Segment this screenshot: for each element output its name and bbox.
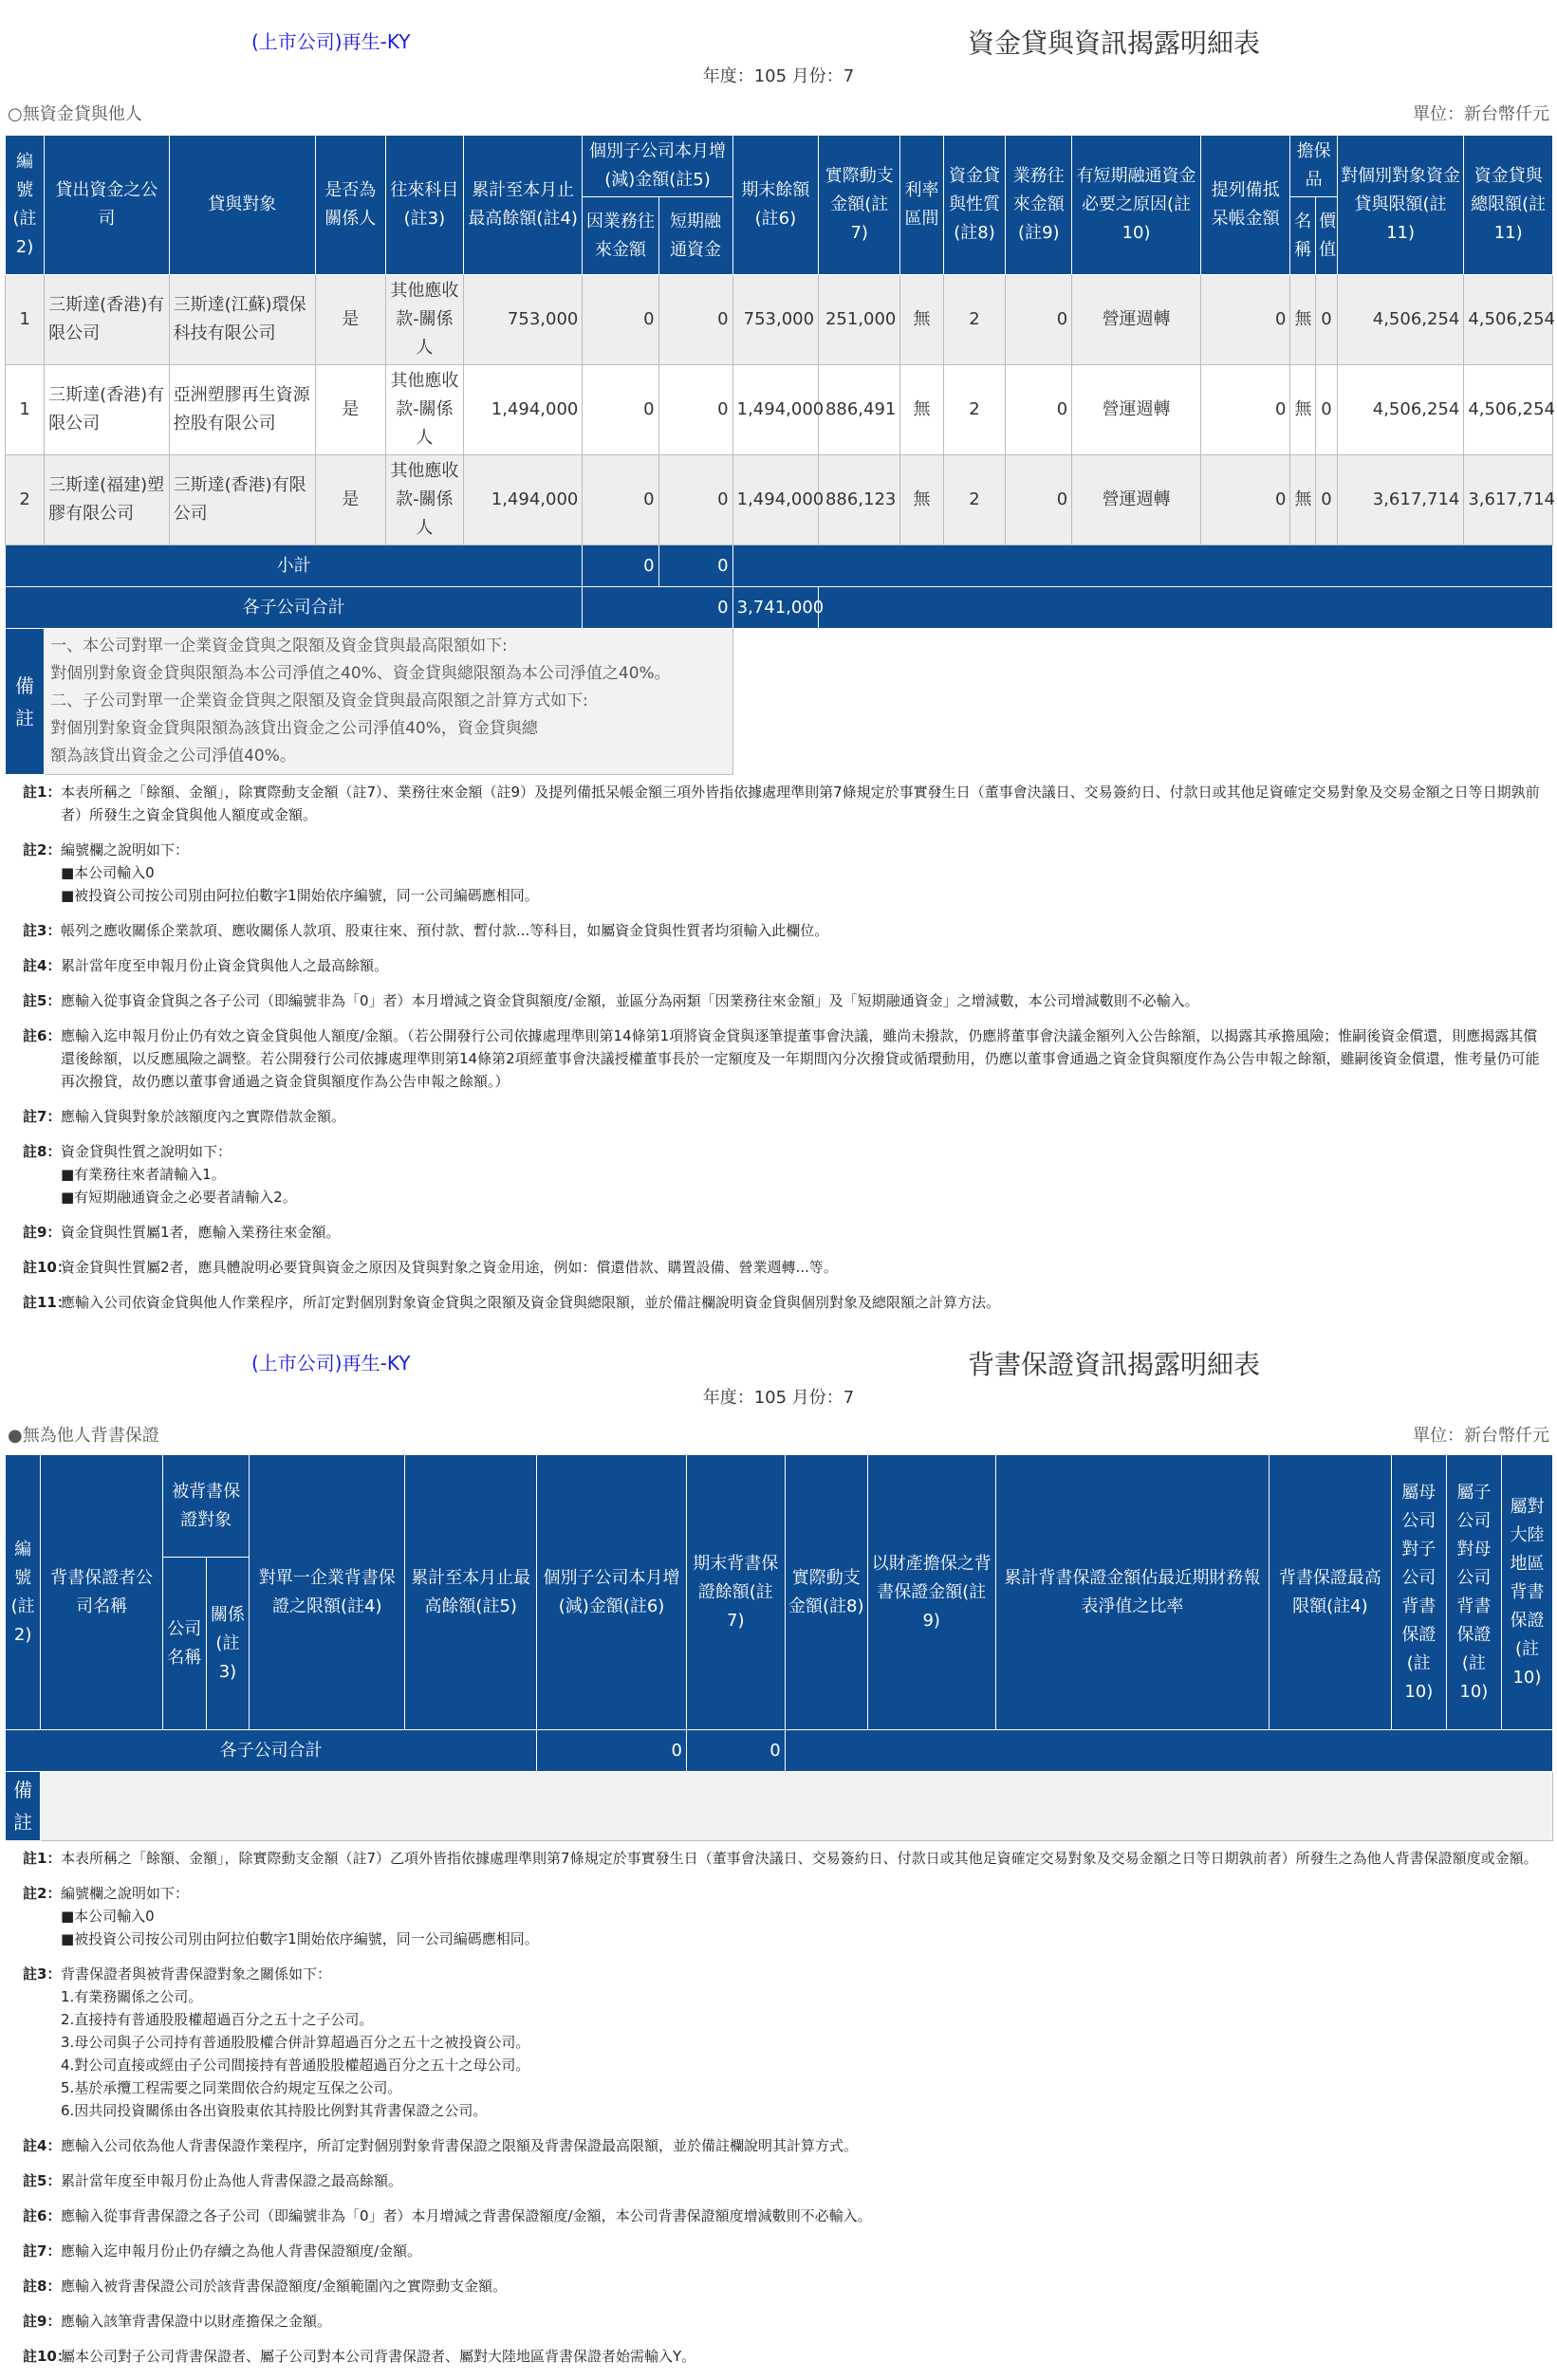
- loan-notes: [0, 781, 1557, 1321]
- table-row: [6, 455, 1553, 545]
- cell-end-balance: 1,494,000: [732, 455, 818, 545]
- th-collateral: 擔保品: [1290, 136, 1337, 197]
- th-sub-short: 短期融通資金: [658, 197, 732, 275]
- cell-borrower: 亞洲塑膠再生資源控股有限公司: [169, 365, 315, 455]
- remark-label: 備註: [6, 1772, 41, 1841]
- note-text: 資金貸與性質屬1者，應輸入業務往來金額。: [61, 1224, 341, 1241]
- note-text: 應輸入從事資金貸與之各子公司（即編號非為「0」者）本月增減之資金貸與額度/金額，並區分為兩類「因業務往來金額」及「短期融通資金」之增減數，本公司增減數則不必輸入。: [61, 992, 1199, 1009]
- cell-related: 是: [315, 455, 385, 545]
- note-item: [23, 781, 1548, 826]
- cell-sub-trade: 0: [583, 365, 658, 455]
- remark-label: 備註: [6, 629, 45, 775]
- note-item: [23, 1882, 1548, 1950]
- cell-lender: 三斯達(香港)有限公司: [45, 275, 170, 365]
- note-key: 註10：: [23, 1259, 71, 1276]
- th-sub-trade: 因業務往來金額: [583, 197, 658, 275]
- total-value1: 0: [537, 1730, 687, 1772]
- guarantee-meta: [0, 1412, 1557, 1454]
- note-item: [23, 1963, 1548, 2122]
- cell-allowance: 0: [1200, 455, 1290, 545]
- cell-limit-each: 3,617,714: [1337, 455, 1464, 545]
- note-item: [23, 2275, 1548, 2297]
- cell-biz-amount: 0: [1006, 455, 1072, 545]
- th-related: 是否為關係人: [315, 136, 385, 275]
- note-key: 註3：: [23, 1965, 62, 1983]
- cell-allowance: 0: [1200, 275, 1290, 365]
- note-item: [23, 954, 1548, 977]
- table-row: [6, 275, 1553, 365]
- cell-coll-value: 0: [1316, 365, 1338, 455]
- note-item: [23, 1140, 1548, 1208]
- th-max-balance: 累計至本月止最高餘額(註4): [463, 136, 582, 275]
- cell-borrower: 三斯達(香港)有限公司: [169, 455, 315, 545]
- note-item: [23, 2134, 1548, 2157]
- th-sub-change: 個別子公司本月增(減)金額(註5): [583, 136, 732, 197]
- th-actual: 實際動支金額(註7): [819, 136, 900, 275]
- cell-coll-name: 無: [1290, 365, 1316, 455]
- note-item: [23, 1024, 1548, 1093]
- note-text: 本表所稱之「餘額、金額」，除實際動支金額（註7）、業務往來金額（註9）及提列備抵呆帳金額三項外皆指依據處理準則第7條規定於事實發生日（董事會決議日、交易簽約日、付款日或其他足資確定交易對象及交易金額之日等日期孰前者）所發生之資金貸與他人額度或金額。: [61, 784, 1540, 823]
- remark-line: 額為該貸出資金之公司淨值40%。: [50, 747, 296, 766]
- th-parent-to-sub: 屬母公司對子公司背書保證(註10): [1391, 1455, 1446, 1730]
- cell-limit-each: 4,506,254: [1337, 365, 1464, 455]
- report-title: 資金貸與資訊揭露明細表: [968, 28, 1261, 59]
- remark-line: 一、本公司對單一企業資金貸與之限額及資金貸與最高限額如下:: [50, 637, 508, 655]
- note-item: [23, 2169, 1548, 2192]
- subtotal-trade: 0: [583, 545, 658, 587]
- note-subitem: 5.基於承攬工程需要之同業間依合約規定互保之公司。: [61, 2079, 402, 2096]
- cell-reason: 營運週轉: [1072, 455, 1201, 545]
- subtotal-label: 小計: [6, 545, 583, 587]
- total-label: 各子公司合計: [6, 587, 583, 629]
- note-key: 註8：: [23, 2278, 62, 2295]
- cell-actual: 886,491: [819, 365, 900, 455]
- note-key: 註9：: [23, 2313, 62, 2330]
- cell-max-balance: 753,000: [463, 275, 582, 365]
- note-key: 註1：: [23, 784, 62, 801]
- th-mainland: 屬對大陸地區背書保證(註10): [1501, 1455, 1552, 1730]
- cell-related: 是: [315, 275, 385, 365]
- th-target-name: 公司名稱: [162, 1558, 206, 1730]
- note-text: 背書保證者與被背書保證對象之關係如下：: [61, 1965, 332, 1983]
- th-coll-value: 價值: [1316, 197, 1338, 275]
- guarantee-notes: [0, 1847, 1557, 2368]
- note-key: 註4：: [23, 957, 62, 974]
- cell-lender: 三斯達(香港)有限公司: [45, 365, 170, 455]
- guarantee-status: ●無為他人背書保證: [8, 1426, 159, 1446]
- cell-lender: 三斯達(福建)塑膠有限公司: [45, 455, 170, 545]
- th-target: 被背書保證對象: [162, 1455, 249, 1558]
- remark-text: [41, 1772, 1553, 1841]
- note-text: 應輸入從事背書保證之各子公司（即編號非為「0」者）本月增減之背書保證額度/金額，本公司背書保證額度增減數則不必輸入。: [61, 2207, 872, 2224]
- note-item: [23, 989, 1548, 1012]
- cell-no: 1: [6, 365, 45, 455]
- note-subitem: 3.母公司與子公司持有普通股股權合併計算超過百分之五十之被投資公司。: [61, 2034, 530, 2051]
- note-text: 應輸入該筆背書保證中以財產擔保之金額。: [61, 2313, 332, 2330]
- cell-max-balance: 1,494,000: [463, 455, 582, 545]
- note-item: [23, 1221, 1548, 1244]
- cell-sub-trade: 0: [583, 275, 658, 365]
- remark-line: 對個別對象資金貸與限額為該貸出資金之公司淨值40%，資金貸與總: [50, 719, 538, 738]
- note-subitem: 2.直接持有普通股股權超過百分之五十之子公司。: [61, 2011, 374, 2028]
- cell-reason: 營運週轉: [1072, 365, 1201, 455]
- note-key: 註6：: [23, 1027, 62, 1044]
- th-limit: 對單一企業背書保證之限額(註4): [250, 1455, 405, 1730]
- cell-limit-total: 4,506,254: [1464, 275, 1553, 365]
- note-subitem: 1.有業務關係之公司。: [61, 1988, 203, 2005]
- company-name[interactable]: (上市公司)再生-KY: [251, 1352, 411, 1374]
- note-key: 註2：: [23, 841, 62, 858]
- subtotal-short: 0: [658, 545, 732, 587]
- unit-label: 單位：新台幣仟元: [1413, 104, 1549, 124]
- cell-nature: 2: [943, 275, 1006, 365]
- remark-row: [6, 629, 1553, 775]
- cell-no: 2: [6, 455, 45, 545]
- cell-actual: 251,000: [819, 275, 900, 365]
- cell-sub-trade: 0: [583, 455, 658, 545]
- note-text: 應輸入公司依資金貸與他人作業程序，所訂定對個別對象資金貸與之限額及資金貸與總限額，並於備註欄說明資金貸與個別對象及總限額之計算方法。: [61, 1294, 1001, 1311]
- total-blank: [785, 1730, 1552, 1772]
- cell-nature: 2: [943, 455, 1006, 545]
- note-item: [23, 1291, 1548, 1314]
- loan-status: ○無資金貸與他人: [8, 104, 142, 124]
- th-sub-to-parent: 屬子公司對母公司背書保證(註10): [1446, 1455, 1501, 1730]
- note-item: [23, 2310, 1548, 2333]
- note-text: 帳列之應收關係企業款項、應收關係人款項、股東往來、預付款、暫付款...等科目，如屬資金貸與性質者均須輸入此欄位。: [61, 922, 829, 939]
- note-text: 累計當年度至申報月份止為他人背書保證之最高餘額。: [61, 2172, 403, 2189]
- th-no: 編號(註2): [6, 136, 45, 275]
- subtotal-blank: [732, 545, 1552, 587]
- remark-blank: [732, 629, 1552, 775]
- unit-label: 單位：新台幣仟元: [1413, 1426, 1549, 1446]
- company-name[interactable]: (上市公司)再生-KY: [251, 30, 411, 53]
- note-subitem: ■被投資公司按公司別由阿拉伯數字1開始依序編號，同一公司編碼應相同。: [61, 1930, 539, 1947]
- total-blank: [819, 587, 1553, 629]
- loan-meta: [0, 91, 1557, 135]
- note-subitem: ■有業務往來者請輸入1。: [61, 1166, 226, 1183]
- cell-account: 其他應收款-關係人: [385, 455, 463, 545]
- note-key: 註1：: [23, 1850, 62, 1867]
- th-ratio: 累計背書保證金額佔最近期財務報表淨值之比率: [995, 1455, 1269, 1730]
- cell-account: 其他應收款-關係人: [385, 275, 463, 365]
- cell-sub-short: 0: [658, 455, 732, 545]
- cell-limit-total: 3,617,714: [1464, 455, 1553, 545]
- note-subitem: ■本公司輸入0: [61, 1908, 155, 1925]
- note-subitem: ■被投資公司按公司別由阿拉伯數字1開始依序編號，同一公司編碼應相同。: [61, 887, 539, 904]
- remark-row: [6, 1772, 1553, 1841]
- remark-line: 對個別對象資金貸與限額為本公司淨值之40%、資金貸與總限額為本公司淨值之40%。: [50, 664, 671, 683]
- cell-end-balance: 753,000: [732, 275, 818, 365]
- th-limit-total: 資金貸與總限額(註11): [1464, 136, 1553, 275]
- note-subitem: 6.因共同投資關係由各出資股東依其持股比例對其背書保證之公司。: [61, 2102, 488, 2119]
- th-nature: 資金貸與性質(註8): [943, 136, 1006, 275]
- cell-reason: 營運週轉: [1072, 275, 1201, 365]
- th-allowance: 提列備抵呆帳金額: [1200, 136, 1290, 275]
- note-text: 資金貸與性質屬2者，應具體說明必要貸與資金之原因及貸與對象之資金用途，例如：償還借款、購置設備、營業週轉...等。: [61, 1259, 838, 1276]
- cell-limit-total: 4,506,254: [1464, 365, 1553, 455]
- th-coll-amount: 以財產擔保之背書保證金額(註9): [867, 1455, 995, 1730]
- remark-text: [45, 629, 733, 775]
- note-text: 本表所稱之「餘額、金額」，除實際動支金額（註7）乙項外皆指依據處理準則第7條規定於事實發生日（董事會決議日、交易簽約日、付款日或其他足資確定交易對象及交易金額之日等日期孰前者）所發生之為他人背書保證額度或金額。: [61, 1850, 1538, 1867]
- note-text: 應輸入迄申報月份止仍存續之為他人背書保證額度/金額。: [61, 2242, 422, 2260]
- th-borrower: 貸與對象: [169, 136, 315, 275]
- cell-coll-value: 0: [1316, 455, 1338, 545]
- note-key: 註7：: [23, 1108, 62, 1125]
- cell-coll-name: 無: [1290, 275, 1316, 365]
- th-max-balance: 累計至本月止最高餘額(註5): [405, 1455, 537, 1730]
- note-text: 應輸入公司依為他人背書保證作業程序，所訂定對個別對象背書保證之限額及背書保證最高限額，並於備註欄說明其計算方式。: [61, 2137, 859, 2154]
- cell-rate: 無: [900, 365, 943, 455]
- th-rate: 利率區間: [900, 136, 943, 275]
- note-subitem: ■本公司輸入0: [61, 864, 155, 881]
- report-title: 背書保證資訊揭露明細表: [968, 1349, 1261, 1380]
- note-subitem: ■有短期融通資金之必要者請輸入2。: [61, 1189, 297, 1206]
- cell-coll-name: 無: [1290, 455, 1316, 545]
- note-text: 累計當年度至申報月份止資金貸與他人之最高餘額。: [61, 957, 389, 974]
- total-value2: 3,741,000: [732, 587, 818, 629]
- note-subitem: 4.對公司直接或經由子公司間接持有普通股股權超過百分之五十之母公司。: [61, 2057, 530, 2074]
- note-text: 應輸入貸與對象於該額度內之實際借款金額。: [61, 1108, 346, 1125]
- note-text: 編號欄之說明如下：: [61, 1885, 190, 1902]
- note-text: 編號欄之說明如下：: [61, 841, 190, 858]
- note-item: [23, 2240, 1548, 2262]
- th-limit-each: 對個別對象資金貸與限額(註11): [1337, 136, 1464, 275]
- th-lender: 貸出資金之公司: [45, 136, 170, 275]
- th-sub-change: 個別子公司本月增(減)金額(註6): [537, 1455, 687, 1730]
- cell-end-balance: 1,494,000: [732, 365, 818, 455]
- note-text: 應輸入被背書保證公司於該背書保證額度/金額範圍內之實際動支金額。: [61, 2278, 508, 2295]
- note-item: [23, 919, 1548, 942]
- note-key: 註4：: [23, 2137, 62, 2154]
- table-row: [6, 365, 1553, 455]
- note-key: 註7：: [23, 2242, 62, 2260]
- note-item: [23, 839, 1548, 907]
- cell-rate: 無: [900, 455, 943, 545]
- cell-actual: 886,123: [819, 455, 900, 545]
- report-period: 年度：105 月份：7: [702, 66, 855, 86]
- total-value1: 0: [583, 587, 732, 629]
- th-biz-amount: 業務往來金額(註9): [1006, 136, 1072, 275]
- note-item: [23, 2205, 1548, 2227]
- note-text: 應輸入迄申報月份止仍有效之資金貸與他人額度/金額。（若公開發行公司依據處理準則第14條第1項將資金貸與逐筆提董事會決議，雖尚未撥款，仍應將董事會決議金額列入公告餘額，以揭露其承擔風險；惟嗣後資金償還，則應揭露其償還後餘額，以反應風險之調整。若公開發行公司依據處理準則第14條第2項經董事會決議授權董事長於一定額度及一年期間內分次撥貸或循環動用，仍應以董事會通過之資金貸與額度作為公告申報之餘額，雖嗣後資金償還，惟考量仍可能再次撥貸，故仍應以董事會通過之資金貸與額度作為公告申報之餘額。）: [61, 1027, 1540, 1090]
- th-end-balance: 期末餘額(註6): [732, 136, 818, 275]
- total-value2: 0: [686, 1730, 785, 1772]
- note-key: 註5：: [23, 992, 62, 1009]
- th-max-limit: 背書保證最高限額(註4): [1270, 1455, 1392, 1730]
- cell-biz-amount: 0: [1006, 365, 1072, 455]
- note-key: 註6：: [23, 2207, 62, 2224]
- th-no: 編號(註2): [6, 1455, 41, 1730]
- cell-related: 是: [315, 365, 385, 455]
- note-key: 註10：: [23, 2348, 71, 2365]
- total-label: 各子公司合計: [6, 1730, 537, 1772]
- cell-rate: 無: [900, 275, 943, 365]
- loan-header: [0, 0, 1557, 91]
- note-item: [23, 1256, 1548, 1279]
- cell-sub-short: 0: [658, 365, 732, 455]
- cell-sub-short: 0: [658, 275, 732, 365]
- cell-max-balance: 1,494,000: [463, 365, 582, 455]
- report-period: 年度：105 月份：7: [702, 1388, 855, 1408]
- note-item: [23, 2345, 1548, 2368]
- note-key: 註8：: [23, 1143, 62, 1160]
- note-key: 註2：: [23, 1885, 62, 1902]
- cell-nature: 2: [943, 365, 1006, 455]
- cell-account: 其他應收款-關係人: [385, 365, 463, 455]
- cell-limit-each: 4,506,254: [1337, 275, 1464, 365]
- total-row: [6, 1730, 1553, 1772]
- guarantee-table: [5, 1454, 1553, 1841]
- note-key: 註9：: [23, 1224, 62, 1241]
- th-coll-name: 名稱: [1290, 197, 1316, 275]
- loan-table: [5, 135, 1553, 775]
- subtotal-row: [6, 545, 1553, 587]
- cell-borrower: 三斯達(江蘇)環保科技有限公司: [169, 275, 315, 365]
- th-target-rel: 關係(註3): [206, 1558, 250, 1730]
- cell-allowance: 0: [1200, 365, 1290, 455]
- th-reason: 有短期融通資金必要之原因(註10): [1072, 136, 1201, 275]
- th-account: 往來科目(註3): [385, 136, 463, 275]
- total-row: [6, 587, 1553, 629]
- note-item: [23, 1105, 1548, 1128]
- note-item: [23, 1847, 1548, 1870]
- note-key: 註5：: [23, 2172, 62, 2189]
- remark-line: 二、子公司對單一企業資金貸與之限額及資金貸與最高限額之計算方式如下:: [50, 692, 588, 710]
- note-key: 註3：: [23, 922, 62, 939]
- note-key: 註11：: [23, 1294, 71, 1311]
- th-actual: 實際動支金額(註8): [785, 1455, 867, 1730]
- cell-no: 1: [6, 275, 45, 365]
- note-text: 資金貸與性質之說明如下：: [61, 1143, 232, 1160]
- cell-coll-value: 0: [1316, 275, 1338, 365]
- th-end-balance: 期末背書保證餘額(註7): [686, 1455, 785, 1730]
- note-text: 屬本公司對子公司背書保證者、屬子公司對本公司背書保證者、屬對大陸地區背書保證者始需輸入Y。: [61, 2348, 696, 2365]
- cell-biz-amount: 0: [1006, 275, 1072, 365]
- guarantee-header: [0, 1321, 1557, 1412]
- th-guarantor: 背書保證者公司名稱: [41, 1455, 163, 1730]
